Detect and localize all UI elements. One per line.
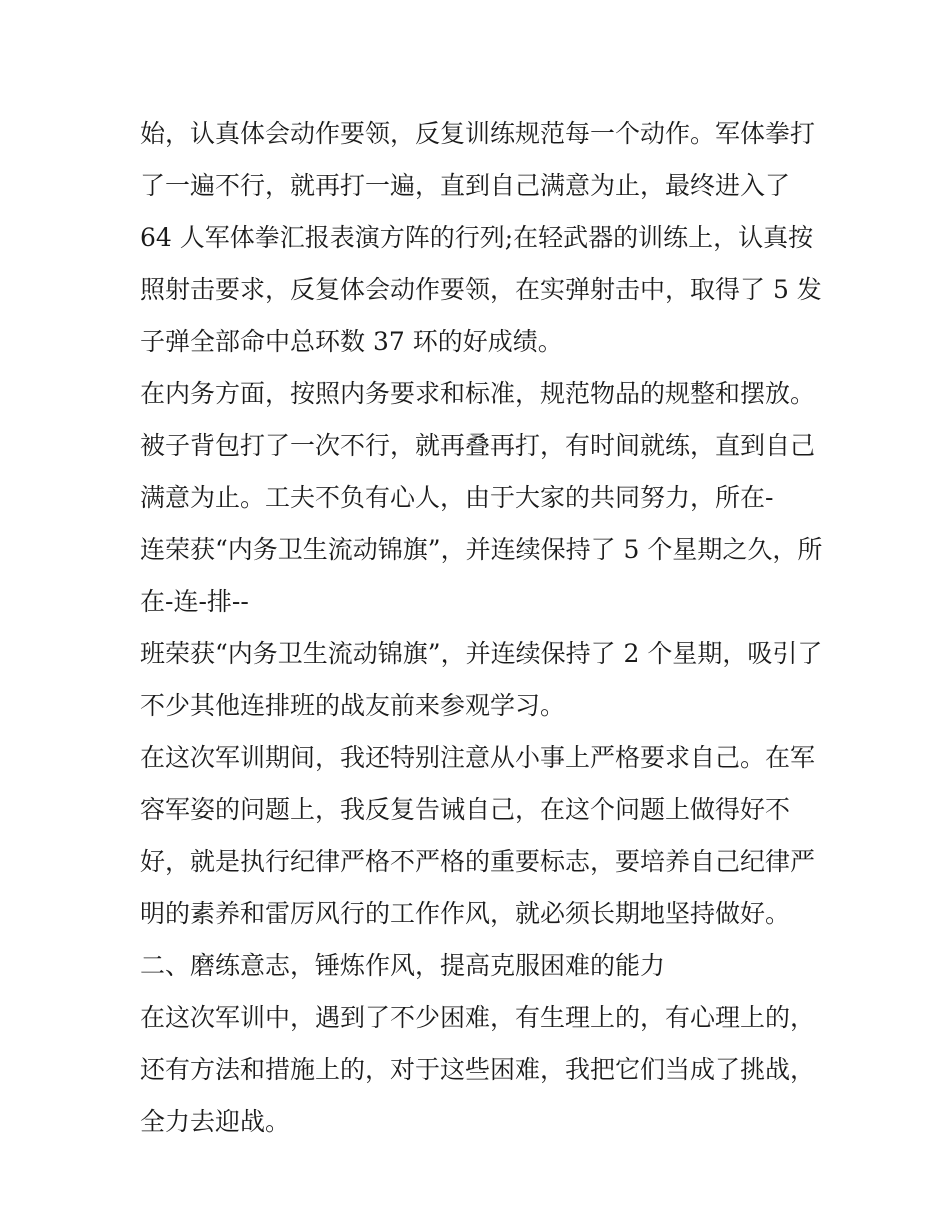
text-line-3: 64 人军体拳汇报表演方阵的行列;在轻武器的训练上，认真按 [140,223,814,252]
text-line-14: 容军姿的问题上，我反复告诫自己，在这个问题上做得好不 [140,795,791,824]
text-line-9: 连荣获“内务卫生流动锦旗”，并连续保持了 5 个星期之久，所 [140,535,823,564]
text-line-7: 被子背包打了一次不行，就再叠再打，有时间就练，直到自己 [140,431,816,460]
text-line-11: 班荣获“内务卫生流动锦旗”，并连续保持了 2 个星期，吸引了 [140,639,823,668]
text-line-2: 了一遍不行，就再打一遍，直到自己满意为止，最终进入了 [140,171,791,200]
text-line-4: 照射击要求，反复体会动作要领，在实弹射击中，取得了 5 发 [140,275,822,304]
text-line-6: 在内务方面，按照内务要求和标准，规范物品的规整和摆放。 [140,379,816,408]
text-line-18: 在这次军训中，遇到了不少困难，有生理上的，有心理上的， [140,1003,816,1032]
text-line-1: 始，认真体会动作要领，反复训练规范每一个动作。军体拳打 [140,119,816,148]
text-line-8: 满意为止。工夫不负有心人，由于大家的共同努力，所在- [140,483,774,512]
section-heading: 二、磨练意志，锤炼作风，提高克服困难的能力 [140,951,666,980]
text-line-5: 子弹全部命中总环数 37 环的好成绩。 [140,327,563,356]
text-line-10: 在-连-排-- [140,587,249,616]
text-line-12: 不少其他连排班的战友前来参观学习。 [140,691,566,720]
text-line-15: 好，就是执行纪律严格不严格的重要标志，要培养自己纪律严 [140,847,816,876]
text-line-20: 全力去迎战。 [140,1107,291,1136]
body-text [140,108,830,1148]
text-line-19: 还有方法和措施上的，对于这些困难，我把它们当成了挑战， [140,1055,816,1084]
text-line-13: 在这次军训期间，我还特别注意从小事上严格要求自己。在军 [140,743,816,772]
text-line-16: 明的素养和雷厉风行的工作作风，就必须长期地坚持做好。 [140,899,791,928]
